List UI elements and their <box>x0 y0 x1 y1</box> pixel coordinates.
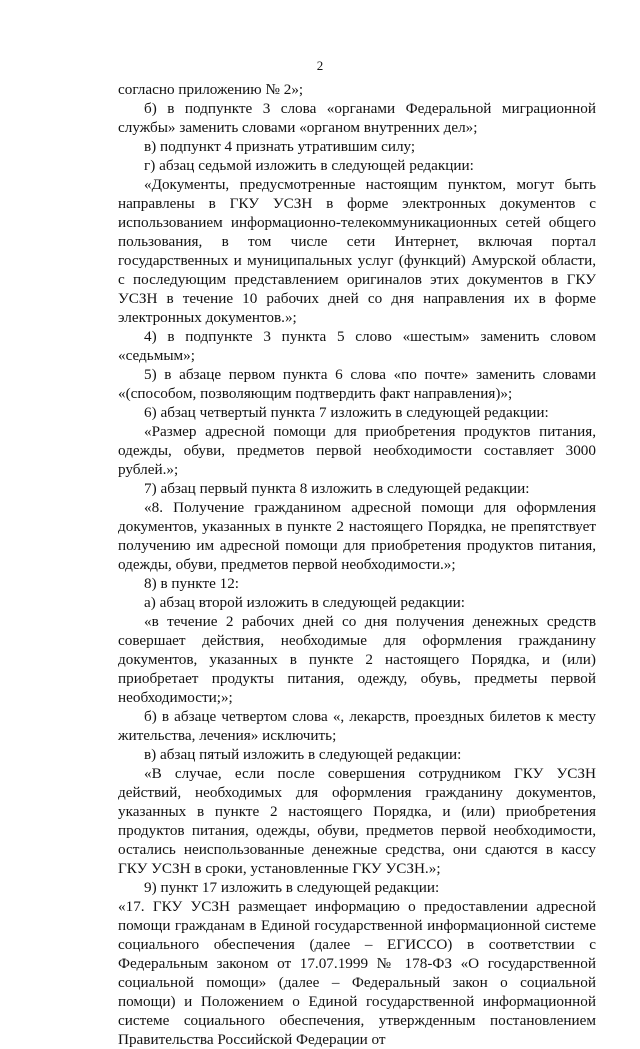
paragraph: б) в подпункте 3 слова «органами Федеральной миграционной службы» заменить словами «органом внутренних дел»; <box>118 100 596 136</box>
paragraph: б) в абзаце четвертом слова «, лекарств, проездных билетов к месту жительства, лечения» исключить; <box>118 708 596 744</box>
paragraph: в) подпункт 4 признать утратившим силу; <box>144 138 416 155</box>
paragraph: 7) абзац первый пункта 8 изложить в следующей редакции: <box>144 480 530 497</box>
paragraph: а) абзац второй изложить в следующей редакции: <box>144 594 466 611</box>
paragraph: г) абзац седьмой изложить в следующей редакции: <box>144 157 474 174</box>
paragraph: «17. ГКУ УСЗН размещает информацию о предоставлении адресной помощи гражданам в Единой государственной информационной системе социального обеспечения (далее – ЕГИССО) в соответствии с Федеральным законом от 17.07.1999 № 178-ФЗ «О государственной социальной помощи» (далее – Федеральный закон о социальной помощи) и Положением о Единой государственной информационной системе социального обеспечения, утвержденным постановлением Правительства Российской Федерации от <box>118 898 596 1048</box>
paragraph: «Размер адресной помощи для приобретения продуктов питания, одежды, обуви, предметов первой необходимости составляет 3000 рублей.»; <box>118 423 596 478</box>
paragraph: согласно приложению № 2»; <box>118 81 304 98</box>
paragraph: в) абзац пятый изложить в следующей редакции: <box>144 746 462 763</box>
paragraph: «8. Получение гражданином адресной помощи для оформления документов, указанных в пункте 2 настоящего Порядка, не препятствует получению им адресной помощи для приобретения продуктов питания, одежды, обуви, предметов первой необходимости.»; <box>118 499 596 573</box>
paragraph: 5) в абзаце первом пункта 6 слова «по почте» заменить словами «(способом, позволяющим подтвердить факт направления)»; <box>118 366 596 402</box>
paragraph: 9) пункт 17 изложить в следующей редакции: <box>144 879 440 896</box>
paragraph: 8) в пункте 12: <box>144 575 240 592</box>
paragraph: 6) абзац четвертый пункта 7 изложить в следующей редакции: <box>144 404 549 421</box>
paragraph: «В случае, если после совершения сотрудником ГКУ УСЗН действий, необходимых для оформления гражданину документов, указанных в пункте 2 настоящего Порядка, и (или) приобретения продуктов питания, одежды, обуви, предметов первой необходимости, остались неиспользованные денежные средства, они сдаются в кассу ГКУ УСЗН в сроки, установленные ГКУ УСЗН.»; <box>118 765 596 877</box>
page-number: 2 <box>316 58 324 73</box>
paragraph: «в течение 2 рабочих дней со дня получения денежных средств совершает действия, необходимые для оформления гражданину документов, указанных в пункте 2 настоящего Порядка, и (или) приобретает продукты питания, одежду, обувь, предметы первой необходимости;»; <box>118 613 596 706</box>
paragraph: 4) в подпункте 3 пункта 5 слово «шестым» заменить словом «седьмым»; <box>118 328 596 364</box>
document-body <box>118 80 596 1049</box>
paragraph: «Документы, предусмотренные настоящим пунктом, могут быть направлены в ГКУ УСЗН в форме электронных документов с использованием информационно-телекоммуникационных сетей общего пользования, в том числе сети Интернет, включая портал государственных и муниципальных услуг (функций) Амурской области, с последующим представлением оригиналов этих документов в ГКУ УСЗН в течение 10 рабочих дней со дня направления их в форме электронных документов.»; <box>118 176 596 326</box>
